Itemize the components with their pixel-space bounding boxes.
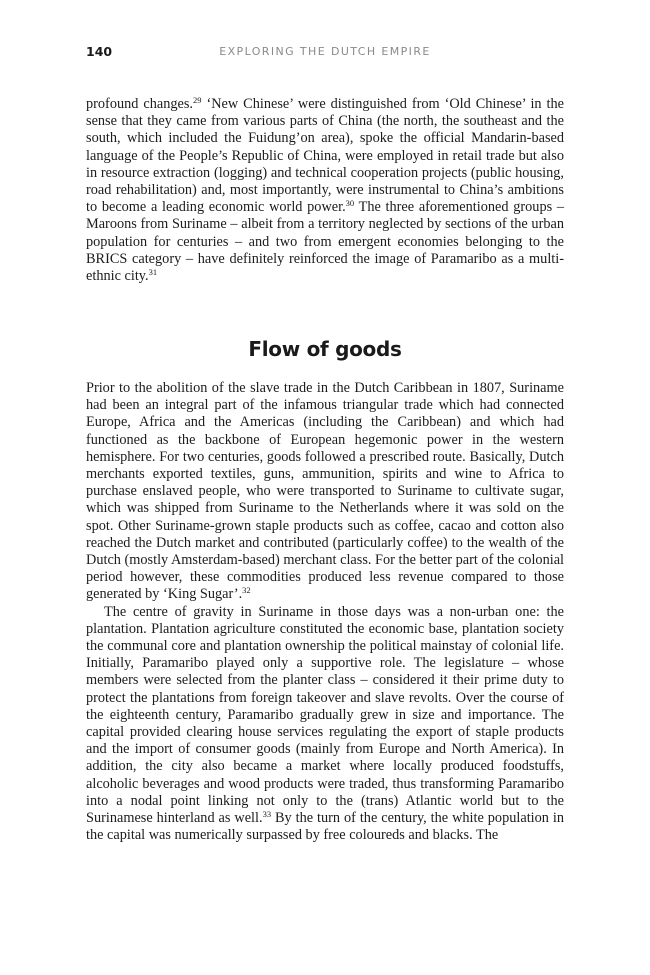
footnote-ref-29[interactable]: 29 (193, 95, 202, 105)
paragraph-text: profound changes. (86, 96, 193, 112)
paragraph (86, 96, 564, 285)
paragraph-text: ‘New Chinese’ were distinguished from ‘Old Chinese’ in the sense that they came from various parts of China (the north, the southeast and the south, which included the Fuidung’on area), spoke the official Mandarin-based language of the People’s Republic of China, were employed in retail trade but also in resource extraction (logging) and technical cooperation projects (public housing, road rehabilitation) and, most importantly, were instrumental to China’s ambitions to become a leading economic world power. (86, 96, 565, 216)
page-header (86, 44, 564, 62)
page-number: 140 (86, 44, 113, 59)
paragraph-text: The centre of gravity in Suriname in those days was a non-urban one: the plantation. Plantation agriculture constituted the economic base, plantation society the communal core and plantation ownership the political mainstay of colonial life. Initially, Paramaribo played only a supportive role. The legislature – whose members were selected from the planter class – considered it their prime duty to protect the plantations from foreign takeover and slave revolts. Over the course of the eighteenth century, Paramaribo gradually grew in size and importance. The capital provided clearing house services regulating the export of staple products and the import of consumer goods (mainly from Europe and North America). In addition, the city also became a market where locally produced foodstuffs, alcoholic beverages and wood products were traded, thus transforming Paramaribo into a nodal point linking not only to the (trans) Atlantic world but to the Surinamese hinterland as well. (86, 603, 564, 827)
footnote-ref-30[interactable]: 30 (345, 198, 355, 209)
text-block-flow-of-goods (86, 380, 564, 844)
section-heading: Flow of goods (248, 337, 402, 361)
running-head: EXPLORING THE DUTCH EMPIRE (219, 45, 431, 58)
paragraph-text: By the turn of the century, the white population in the capital was numerically surpassed by free coloureds and blacks. The (86, 810, 564, 844)
footnote-ref-32[interactable]: 32 (242, 585, 251, 596)
paragraph (86, 604, 564, 845)
footnote-ref-31[interactable]: 31 (148, 267, 158, 278)
paragraph-text: Prior to the abolition of the slave trade in the Dutch Caribbean in 1807, Suriname had been an integral part of the infamous triangular trade which had connected Europe, Africa and the Americas (including the Caribbean) and which had functioned as the backbone of European hegemonic power in the western hemisphere. For two centuries, goods followed a prescribed route. Basically, Dutch merchants exported textiles, guns, ammunition, spirits and wine to Africa to purchase enslaved people, who were transported to Suriname to cultivate sugar, which was shipped from Suriname to the Netherlands where it was sold on the spot. Other Suriname-grown staple products such as coffee, cacao and cotton also reached the Dutch market and contributed (particularly coffee) to the wealth of the Dutch (mostly Amsterdam-based) merchant class. For the better part of the colonial period however, these commodities produced less revenue compared to those generated by ‘King Sugar’. (86, 380, 565, 603)
paragraph-text: The three aforementioned groups – Maroons from Suriname – albeit from a territory neglected by sections of the urban population for centuries – and two from emergent economies belonging to the BRICS category – have definitely reinforced the image of Paramaribo as a multi-ethnic city. (86, 199, 565, 285)
paragraph (86, 380, 564, 604)
footnote-ref-33[interactable]: 33 (262, 809, 272, 820)
text-block-intro (86, 96, 564, 285)
